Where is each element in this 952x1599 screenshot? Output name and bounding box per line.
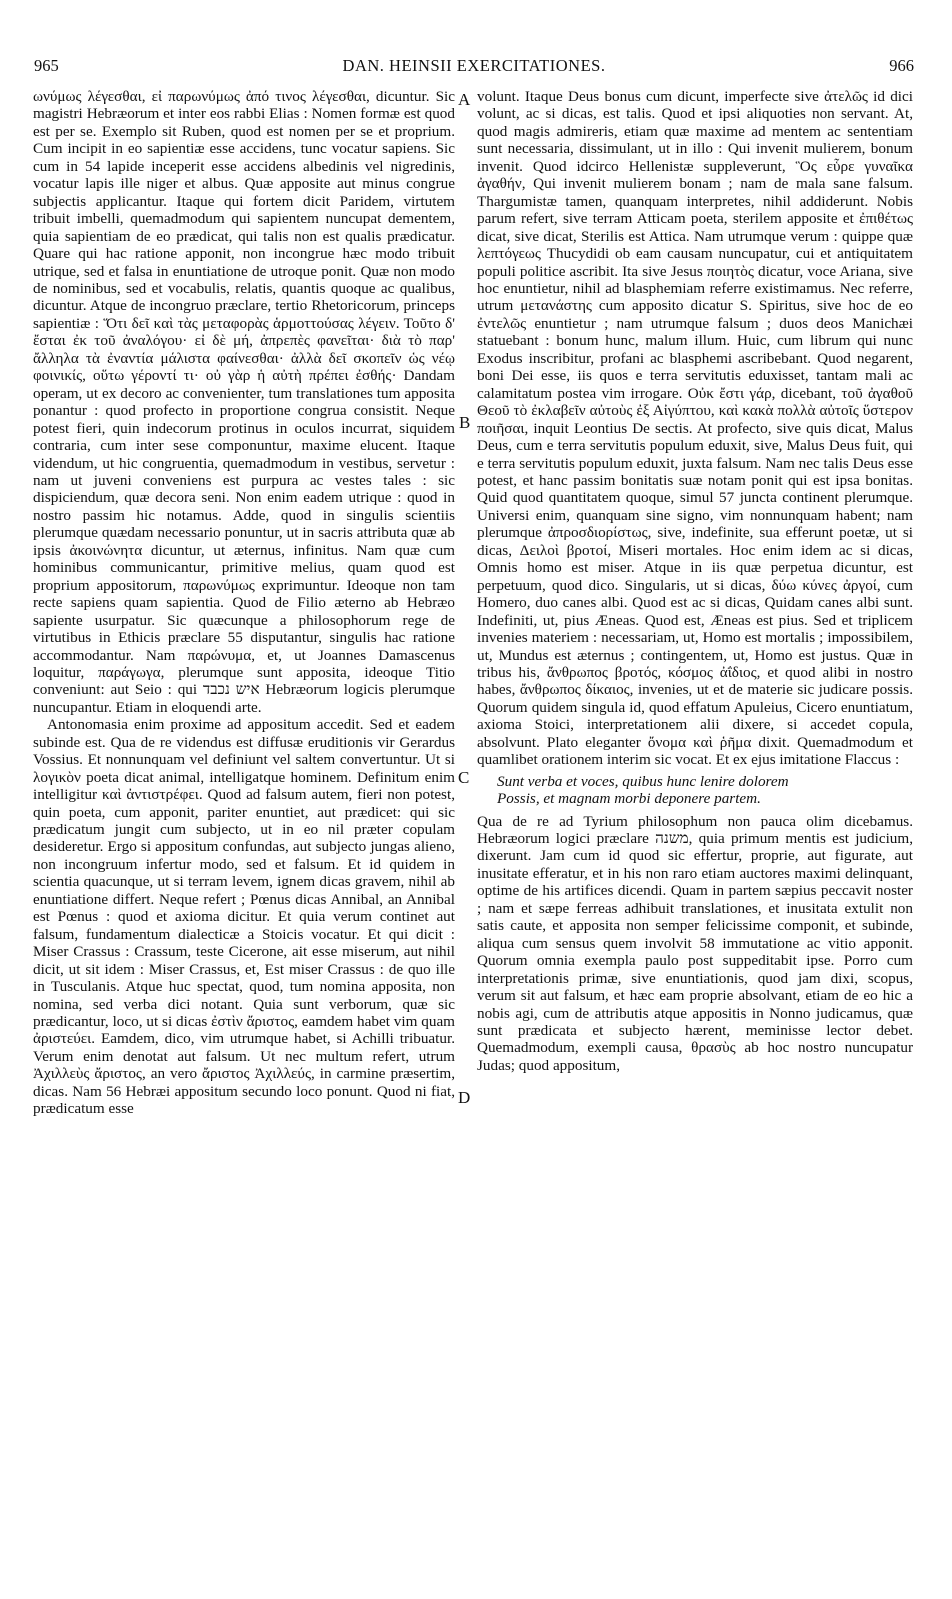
verse-line-1: Sunt verba et voces, quibus hunc lenire dolorem xyxy=(497,772,789,790)
margin-letter-b: B xyxy=(459,413,471,432)
margin-letter-c: C xyxy=(458,768,470,787)
page-number-right: 966 xyxy=(889,56,914,75)
right-paragraph-2: Qua de re ad Tyrium philosophum non pauca olim dicebamus. Hebræorum logici præclare משנה, quia primum mentis est judicium, dixerunt. Jam cum id quod sic effertur, proprie, aut figurate, aut inusitate efferatur, et in his non raro etiam auctores maximi delinquant, optime de his artifices dicendi. Quam in partem sæpius peccavit noster ; nam et sæpe ferreas adhibuit translationes, et inusitata extulit non satis caute, et apposita non semper felicissime componit, et subinde, aliqua cum sensus quem involvit 58 immutatione ac vitio apponit. Quorum omnia exempla paulo post suppeditabit ipse. Porro cum interpretationis primæ, sive enuntiationis, quod jam dixi, scopus, verum sit aut falsum, et hæc eam proprie absolvant, etiam de eo hic a nobis agi, cum de attributis atque appositis in Nonno judicamus, quæ sunt prædicata et subjecto hærent, meminisse lector debet. Quemadmodum, exempli causa, θρασὺς ab hoc nostro nuncupatur Judas; quod appositum, xyxy=(477,812,914,1074)
margin-letter-d: D xyxy=(458,1088,471,1107)
verse-quotation xyxy=(497,773,913,808)
page-number-left: 965 xyxy=(34,56,59,75)
left-column xyxy=(33,88,455,1118)
left-paragraph-1: ωνύμως λέγεσθαι, εἰ παρωνύμως ἀπό τινος λέγεσθαι, dicuntur. Sic magistri Hebræorum et inter eos rabbi Elias : Nomen formæ est quod est per se. Exemplo sit Ruben, quod est nomen per se et proprium. Cum incipit in eo sapientiæ esse accidens, tunc vocatur sapiens. Sic cum in 54 lapide inceperit esse accidens albedinis vel nigredinis, vocatur lapis ille niger et albus. Quæ apposite aut minus congrue subjectis applicantur. Itaque qui fortem dicit Paridem, virtutem tribuit imbelli, quemadmodum qui sapientem nuncupat dementem, quia sapientiam de eo prædicat, qui talis non est qualis prædicatur. Quare qui hac ratione apponit, non incongrue hæc modo tribuit utrique, sed et falsa in enuntiatione de utroque ponit. Quæ non modo de nominibus, sed et vocabulis, relatis, quantis quoque ac qualibus, dicuntur. Atque de incongruo præclare, tertio Rhetoricorum, princeps sapientiæ : Ὅτι δεῖ καὶ τὰς μεταφορὰς ἁρμοττούσας λέγειν. Τοῦτο δ' ἔσται ἐκ τοῦ ἀναλόγου· εἰ δὲ μή, ἀπρεπὲς φανεῖται· διὰ τὸ παρ' ἄλληλα τὰ ἐναντία μάλιστα φαίνεσθαι· ἀλλὰ δεῖ σκοπεῖν ὡς νέῳ φοινικίς, οὕτω γέροντί τι· οὐ γὰρ ἡ αὐτὴ πρέπει ἐσθής· Dandam operam, ut ex decoro ac convenienter, tum translationes tum apposita ponantur : quod profecto in proportione congrua consistit. Neque potest fieri, quin indecorum protinus in oculos incurrat, siquidem contraria, cum inter sese componuntur, maxime elucent. Itaque videndum, ut hic congruentia, quemadmodum in vestibus, servetur : nam ut juveni conveniens est purpura ac vestes tales : sic dispiciendum, quæ decora seni. Non enim eadem utrique : quod in nostro passim hic notamus. Adde, quod in singulis scientiis plerumque quædam necessario ponuntur, ut in sacris attributa quæ ab ipsis ἀκοινώνητα dicuntur, ut æternus, infinitus. Nam quæ cum hominibus communicantur, primitive melius, quam quod est proprium appositorum, παρωνύμως exprimuntur. Ideoque non tam recte sapiens quam sapientia. Quod de Filio æterno ab Hebræo sapiente usurpatur. Sic quæcunque a philosophorum rege de virtutibus in Ethicis præclare 55 disputantur, singulis hac ratione accommodantur. Nam παρώνυμα, et, ut Joannes Damascenus loquitur, παράγωγα, plerumque sunt apposita, ideoque Titio conveniunt: aut Seio : qui איש נכבד Hebræorum logicis plerumque nuncupantur. Etiam in eloquendi arte. xyxy=(33,88,455,716)
left-paragraph-2: Antonomasia enim proxime ad appositum accedit. Sed et eadem subinde est. Qua de re videndus est diffusæ eruditionis vir Gerardus Vossius. Et nonnunquam vel definiunt vel saltem convertuntur. Ut si λογικὸν poeta dicat animal, intelligatque hominem. Definitum enim intelligitur καὶ ἀντιστρέφει. Quod ad falsum autem, fieri non potest, quin poeta, cum apponit, pariter enuntiet, aut prædicet: qui sic prædicatum jungit cum subjecto, ut in eo nil præter copulam desideretur. Ergo si appositum confundas, aut subjecto jungas alieno, non incongruum infertur modo, sed et falsum. Et id quidem in scientia quacunque, ut si terram levem, ignem dicas gravem, nihil ab enuntiatione differt. Neque refert ; Pœnus dicas Annibal, an Annibal est Pœnus : quod et axioma dicitur. Et quia verum continet aut falsum, fundamentum dialecticæ a Stoicis vocatur. Et qui dicit : Miser Crassus : Crassum, teste Cicerone, ait esse miserum, aut nihil dicit, ut sit idem : Miser Crassus, et, Est miser Crassus : de quo ille in Tusculanis. Atque huc spectat, quod, tum nomina apposita, non nomina, sed verba dici notant. Quia sunt verborum, quæ sic prædicantur, loco, ut si dicas ἐστὶν ἄριστος, eamdem habet vim quam ἀριστεύει. Eamdem, dico, vim utrumque habet, si Achilli tribuatur. Verum enim denotat aut falsum. Ut nec multum refert, utrum Ἀχιλλεὺς ἄριστος, an vero ἄριστος Ἀχιλλεύς, in carmine præsertim, dicas. Nam 56 Hebræi appositum secundo loco ponunt. Quod ni fiat, prædicatum esse xyxy=(33,716,455,1118)
running-title: DAN. HEINSII EXERCITATIONES. xyxy=(342,56,606,75)
right-paragraph-1: volunt. Itaque Deus bonus cum dicunt, imperfecte sive ἀτελῶς id dici volunt, ac si dicas, est talis. Quod et ipsi aliquoties non servant. At, quod magis admireris, etiam quæ maxime ad mentem ac sententiam sunt necessaria, dissimulant, ut in illo : Qui invenit mulierem, bonum invenit. Quod idcirco Hellenistæ suppleverunt, Ὃς εὗρε γυναῖκα ἀγαθήν, Qui invenit mulierem bonam ; nam de mala sane falsum. Thargumistæ tamen, quanquam interpretes, nihil addiderunt. Nobis parum refert, sive terram Atticam poeta, sterilem apposite et ἐπιθέτως dicat, sive dicat, Sterilis est Attica. Nam utrumque verum : quippe quæ λεπτόγεως Thucydidi ob eam causam nuncupatur, cui et antiquitatem populi politice ascribit. Ita sive Jesus ποιητὸς dicatur, voce Ariana, sive hoc enuntietur, nihil ad blasphemiam referre existimamus. Nec referre, utrum μετανάστης cum apposito dicatur S. Spiritus, sive hoc de eo ἐντελῶς enuntietur ; nam utrumque falsum ; duos deos Manichæi statuebant : bonum hunc, malum illum. Huic, cum librum qui nunc Exodus inscribitur, profani ac blasphemi ascribebant. Quod negarent, boni Dei esse, iis quos e terra servitutis eduxisset, tantam mali ac calamitatum postea vim irrogare. Οὐκ ἔστι γάρ, dicebant, τοῦ ἀγαθοῦ Θεοῦ τὸ ἐκλαβεῖν αὐτοὺς ἐξ Αἰγύπτου, καὶ κακὰ πολλὰ αὐτοῖς ὕστερον ποιῆσαι, inquit Leontius De sectis. At profecto, sive quis dicat, Malus Deus, cum e terra servitutis populum eduxit, sive, Malus Deus fuit, qui e terra servitutis populum eduxit, juxta falsum. Nam nec talis Deus esse potest, et hanc passim bonitatis suæ notam ponit qui est ipsa bonitas. Quid quod quantitatem quoque, simul 57 juncta continent plerumque. Universi enim, quanquam sine signo, vim nonnunquam habent; nam plerumque ἀπροσδιορίστως, sive, indefinite, sua efferunt poetæ, ut si dicas, Δειλοὶ βροτοί, Miseri mortales. Hoc enim idem ac si dicas, Omnis homo est miser. Atque in iis quæ perpetua dicuntur, est perpetuum, quod dico. Singularis, ut si dicas, δύω κύνες ἀργοί, cum Homero, duo canes albi. Quod est ac si dicas, Quidam canes albi sunt. Indefiniti, ut, pius Æneas. Quod est, Æneas est pius. Sed et triplicem invenies materiem : necessariam, ut, Homo est mortalis ; impossibilem, ut, Mundus est æternus ; contingentem, ut, Homo est justus. Quæ in tribus his, ἄνθρωπος βροτός, κόσμος ἀΐδιος, et quod alibi in nostro habes, ἄνθρωπος δίκαιος, invenies, ut et de materie sic judicare possis. Quorum quidem singula id, quod effatum Apuleius, Cicero enuntiatum, axioma Stoici, interpretationem alii dixere, si accedet copula, absolvunt. Plato eleganter ὄνομα καὶ ῥῆμα dixit. Quemadmodum et quamlibet orationem interim sic vocat. Et ex ejus imitatione Flaccus : xyxy=(477,88,913,769)
right-column xyxy=(477,88,913,1074)
margin-letter-a: A xyxy=(458,90,471,109)
verse-line-2: Possis, et magnam morbi deponere partem. xyxy=(497,790,761,808)
running-header xyxy=(34,56,914,82)
